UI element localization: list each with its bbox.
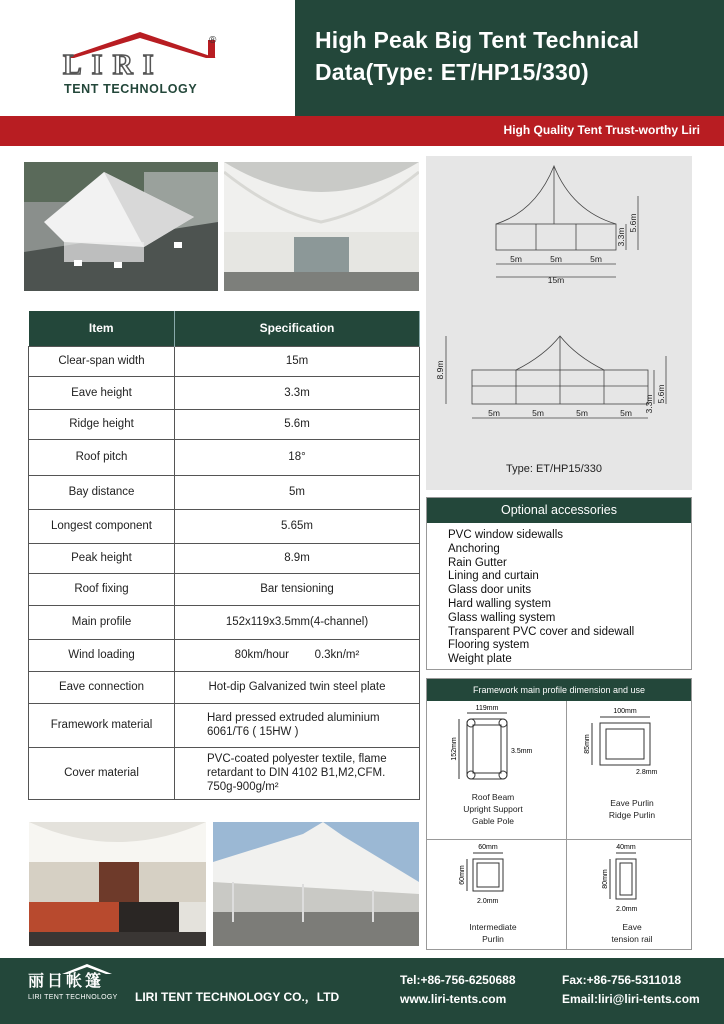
cell-spec: Hot-dip Galvanized twin steel plate <box>175 671 420 703</box>
list-item: Glass walling system <box>448 611 556 624</box>
table-row <box>29 671 420 703</box>
cell-spec: 8.9m <box>175 543 420 573</box>
table-row <box>29 346 420 376</box>
cell-spec: PVC-coated polyester textile, flame retardant to DIN 4102 B1,M2,CFM. 750g-900g/m² <box>175 747 420 799</box>
framework-profile-panel <box>426 678 692 950</box>
list-item: Anchoring <box>448 542 500 555</box>
list-item: PVC window sidewalls <box>448 529 564 541</box>
dim-label: 5m <box>550 254 562 264</box>
table-row <box>29 703 420 747</box>
list-item: Weight plate <box>448 653 512 666</box>
tagline-bar <box>0 116 724 146</box>
column-header-item: Item <box>29 311 175 346</box>
dim-label: 2.0mm <box>616 906 638 913</box>
dim-label: 5m <box>590 254 602 264</box>
accessories-title: Optional accessories <box>427 498 691 523</box>
page-header <box>0 0 724 116</box>
accessories-list <box>427 523 691 667</box>
list-item: Rain Gutter <box>448 556 507 569</box>
telephone: Tel:+86-756-6250688 <box>400 973 516 987</box>
page-footer <box>0 958 724 1024</box>
profile-eave-purlin <box>566 701 698 825</box>
table-row <box>29 605 420 639</box>
dim-label: 60mm <box>478 844 498 851</box>
profile-eave-tension-rail <box>566 839 698 963</box>
profile-caption: Intermediate Purlin <box>469 922 517 944</box>
cell-spec: 152x119x3.5mm(4-channel) <box>175 605 420 639</box>
tent-dimension-diagram <box>426 156 692 490</box>
list-item: Glass door units <box>448 584 532 597</box>
type-label: Type: ET/HP15/330 <box>506 463 602 475</box>
profile-caption: Eave tension rail <box>611 922 653 944</box>
dim-label: 2.0mm <box>477 898 499 905</box>
cell-spec: Hard pressed extruded aluminium 6061/T6 ( 15HW ) <box>175 703 420 747</box>
column-header-specification: Specification <box>175 311 420 346</box>
dim-label: 5m <box>488 408 500 418</box>
dim-label: 3.5mm <box>511 748 533 755</box>
dim-label: 5m <box>576 408 588 418</box>
logo-subtitle: TENT TECHNOLOGY <box>64 82 198 96</box>
profile-intermediate-purlin <box>427 839 559 963</box>
dim-label: 60mm <box>459 865 466 885</box>
cell-spec: Bar tensioning <box>175 573 420 605</box>
email-link[interactable]: Email:liri@liri-tents.com <box>562 992 700 1006</box>
dim-label: 152mm <box>451 737 458 761</box>
profile-roof-beam <box>427 701 559 825</box>
optional-accessories-panel <box>426 497 692 670</box>
cell-item: Bay distance <box>29 475 175 509</box>
dim-label: 3.3m <box>644 394 654 414</box>
cell-item: Roof fixing <box>29 573 175 605</box>
list-item: Flooring system <box>448 639 530 652</box>
cell-spec: 5.6m <box>175 409 420 439</box>
cell-item: Longest component <box>29 509 175 543</box>
cell-item: Wind loading <box>29 639 175 671</box>
website-link[interactable]: www.liri-tents.com <box>400 992 507 1006</box>
table-row <box>29 376 420 409</box>
table-header-row <box>29 311 420 346</box>
dim-label: 119mm <box>475 705 499 712</box>
spec-table <box>28 311 420 800</box>
profile-caption: Roof Beam Upright Support Gable Pole <box>463 792 523 826</box>
cell-item: Main profile <box>29 605 175 639</box>
dim-label: 100mm <box>613 708 637 715</box>
dim-label: 2.8mm <box>636 769 658 776</box>
cell-spec: 15m <box>175 346 420 376</box>
fax: Fax:+86-756-5311018 <box>562 973 682 987</box>
tent-reception-interior-photo <box>29 822 206 946</box>
dim-label: 5m <box>532 408 544 418</box>
dim-label: 40mm <box>616 844 636 851</box>
table-row <box>29 543 420 573</box>
footer-logo-subtitle: LIRI TENT TECHNOLOGY <box>28 994 118 1001</box>
dim-label: 5m <box>620 408 632 418</box>
dim-label: 8.9m <box>435 360 445 380</box>
list-item: Transparent PVC cover and sidewall <box>448 625 635 638</box>
cell-spec: 5.65m <box>175 509 420 543</box>
logo-area <box>0 0 295 116</box>
cell-item: Roof pitch <box>29 439 175 475</box>
table-row <box>29 409 420 439</box>
tent-side-exterior-photo <box>213 822 419 946</box>
chinese-company-name: 丽日帐篷 <box>28 973 105 990</box>
cell-item: Framework material <box>29 703 175 747</box>
dim-label: 80mm <box>602 869 609 889</box>
dim-label: 5.6m <box>628 213 638 233</box>
cell-item: Cover material <box>29 747 175 799</box>
list-item: Lining and curtain <box>448 570 539 583</box>
registered-mark: ® <box>209 35 217 46</box>
profile-section-drawing <box>427 701 559 797</box>
dim-label: 5.6m <box>656 384 666 404</box>
table-row <box>29 439 420 475</box>
cell-item: Peak height <box>29 543 175 573</box>
company-name: LIRI TENT TECHNOLOGY CO.，LTD <box>135 990 340 1004</box>
dim-label: 3.3m <box>616 227 626 247</box>
table-row <box>29 475 420 509</box>
cell-spec: 18° <box>175 439 420 475</box>
table-row <box>29 573 420 605</box>
tent-exterior-photo <box>24 162 218 291</box>
framework-title: Framework main profile dimension and use <box>427 679 691 701</box>
dim-label: 5m <box>510 254 522 264</box>
profile-caption: Eave Purlin Ridge Purlin <box>608 798 656 820</box>
table-row <box>29 509 420 543</box>
list-item: Hard walling system <box>448 597 551 610</box>
cell-spec: 3.3m <box>175 376 420 409</box>
cell-item: Ridge height <box>29 409 175 439</box>
cell-spec: 5m <box>175 475 420 509</box>
table-row <box>29 747 420 799</box>
table-row <box>29 639 420 671</box>
cell-item: Eave connection <box>29 671 175 703</box>
logo-wordmark: LIRI <box>63 50 164 81</box>
tent-interior-photo <box>224 162 419 291</box>
profile-section-drawing <box>566 701 698 797</box>
cell-item: Eave height <box>29 376 175 409</box>
page-title: High Peak Big Tent Technical Data(Type: ET/HP15/330) <box>315 27 640 85</box>
dim-label: 15m <box>547 275 565 285</box>
cell-spec: 80km/hour 0.3kn/m² <box>175 639 420 671</box>
dim-label: 85mm <box>584 734 591 754</box>
cell-item: Clear-span width <box>29 346 175 376</box>
tagline: High Quality Tent Trust-worthy Liri <box>503 123 700 137</box>
title-panel <box>295 0 724 116</box>
